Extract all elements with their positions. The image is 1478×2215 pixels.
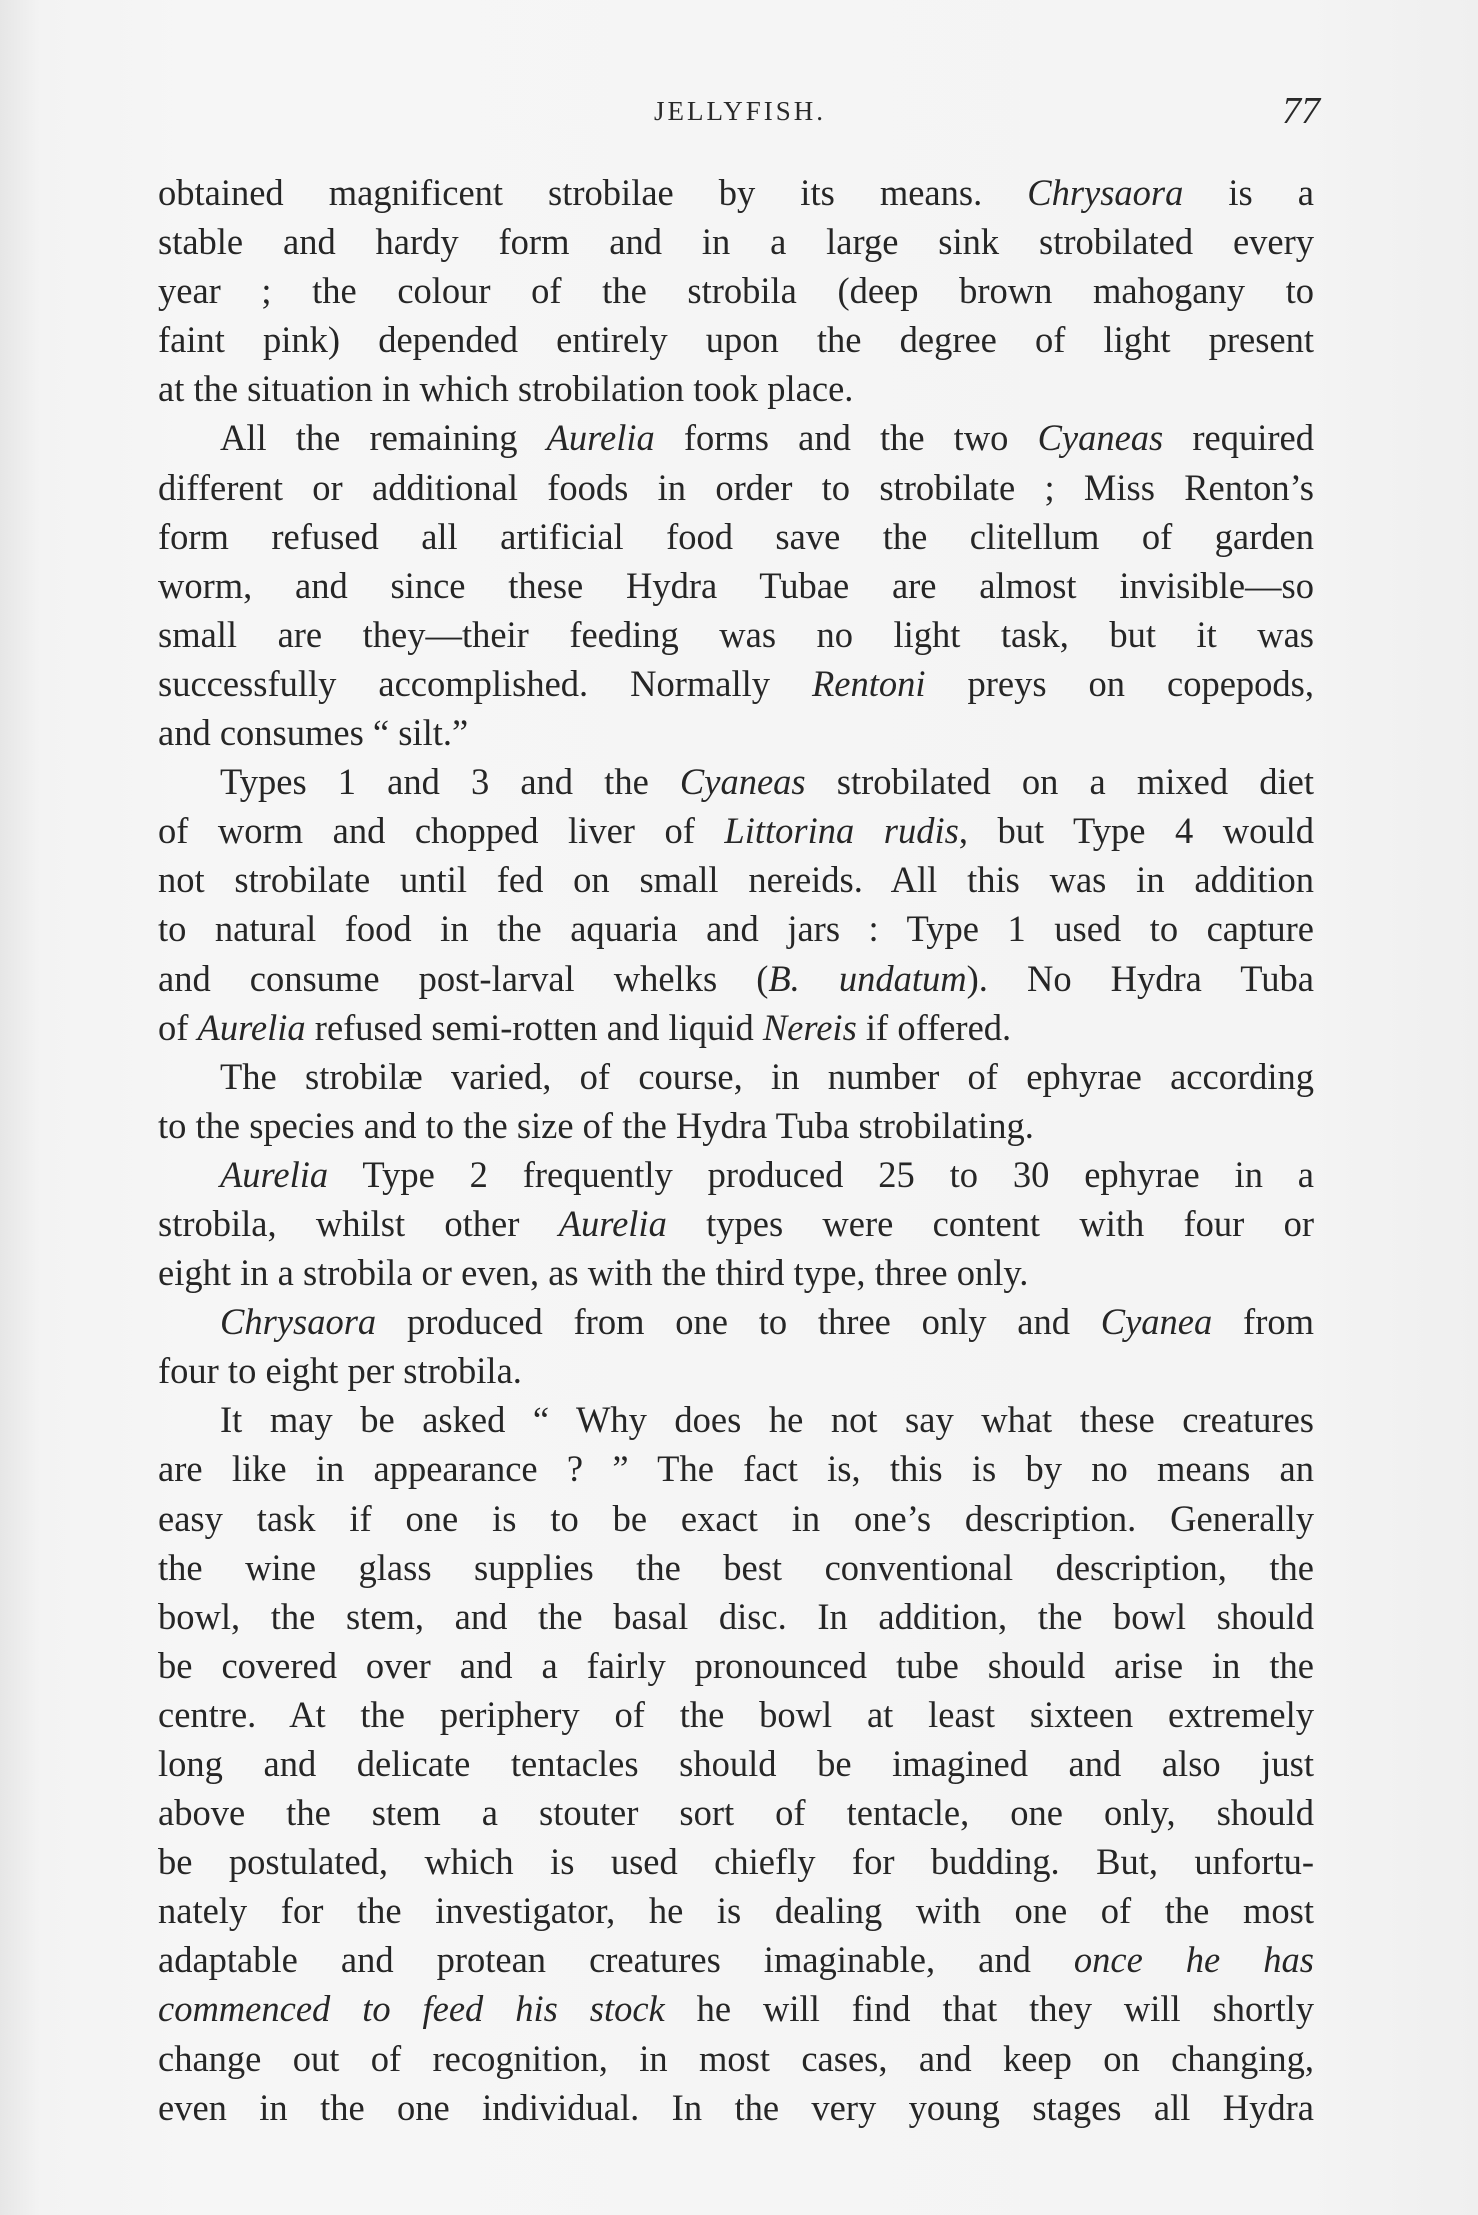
text-line: be postulated, which is used chiefly for budding. But, unfortu- [158, 1841, 1314, 1883]
text-line: and consumes “ silt.” [158, 712, 469, 754]
text-line: obtained magnificent strobilae by its means. Chrysaora is a [158, 172, 1314, 213]
text-line: All the remaining Aurelia forms and the two Cyaneas required [220, 417, 1314, 459]
text-line: commenced to feed his stock he will find that they will shortly [158, 1988, 1314, 2030]
text-line: of Aurelia refused semi-rotten and liquid Nereis if offered. [158, 1006, 1012, 1048]
text-line: strobila, whilst other Aurelia types were content with four or [158, 1202, 1315, 1244]
text-line: small are they—their feeding was no light task, but it was [158, 613, 1314, 655]
text-line: It may be asked “ Why does he not say what these creatures [220, 1399, 1314, 1441]
text-line: bowl, the stem, and the basal disc. In addition, the bowl should [158, 1595, 1314, 1637]
text-line: are like in appearance ? ” The fact is, this is by no means an [158, 1448, 1314, 1490]
text-line: eight in a strobila or even, as with the third type, three only. [158, 1252, 1029, 1294]
text-line: Types 1 and 3 and the Cyaneas strobilated on a mixed diet [220, 761, 1314, 803]
body-text [158, 168, 1314, 2132]
text-line: adaptable and protean creatures imaginable, and once he has [158, 1939, 1314, 1981]
text-line: four to eight per strobila. [158, 1350, 522, 1392]
text-line: faint pink) depended entirely upon the degree of light present [158, 319, 1314, 361]
text-line: even in the one individual. In the very young stages all Hydra [158, 2086, 1314, 2128]
text-line: year ; the colour of the strobila (deep brown mahogany to [158, 270, 1314, 312]
text-line: centre. At the periphery of the bowl at least sixteen extremely [158, 1693, 1314, 1735]
text-line: worm, and since these Hydra Tubae are almost invisible—so [158, 564, 1314, 606]
text-line: successfully accomplished. Normally Rentoni preys on copepods, [158, 662, 1315, 704]
text-line: change out of recognition, in most cases, and keep on changing, [158, 2037, 1314, 2079]
text-line: at the situation in which strobilation took place. [158, 368, 854, 410]
text-line: long and delicate tentacles should be imagined and also just [158, 1743, 1314, 1784]
text-line: to natural food in the aquaria and jars : Type 1 used to capture [158, 908, 1314, 950]
text-line: different or additional foods in order to strobilate ; Miss Renton’s [158, 466, 1314, 508]
text-line: stable and hardy form and in a large sink strobilated every [158, 221, 1314, 263]
text-line: easy task if one is to be exact in one’s description. Generally [158, 1497, 1314, 1539]
page-number: 77 [1282, 90, 1320, 132]
text-line: not strobilate until fed on small nereids. All this was in addition [158, 859, 1314, 901]
text-line: of worm and chopped liver of Littorina rudis, but Type 4 would [158, 810, 1314, 852]
text-line: Aurelia Type 2 frequently produced 25 to 30 ephyrae in a [220, 1153, 1314, 1195]
chapter-title: JELLYFISH. [653, 96, 827, 126]
text-line: the wine glass supplies the best conventional description, the [158, 1546, 1314, 1588]
running-head [160, 90, 1320, 136]
text-line: form refused all artificial food save the clitellum of garden [158, 515, 1314, 557]
text-line: nately for the investigator, he is dealing with one of the most [158, 1890, 1314, 1932]
text-line: be covered over and a fairly pronounced tube should arise in the [158, 1644, 1314, 1686]
text-line: Chrysaora produced from one to three only and Cyanea from [220, 1301, 1314, 1343]
text-line: to the species and to the size of the Hydra Tuba strobilating. [158, 1104, 1034, 1146]
text-line: The strobilæ varied, of course, in number of ephyrae according [220, 1055, 1314, 1097]
text-line: and consume post-larval whelks (B. undatum). No Hydra Tuba [158, 957, 1314, 999]
text-line: above the stem a stouter sort of tentacle, one only, should [158, 1792, 1314, 1834]
